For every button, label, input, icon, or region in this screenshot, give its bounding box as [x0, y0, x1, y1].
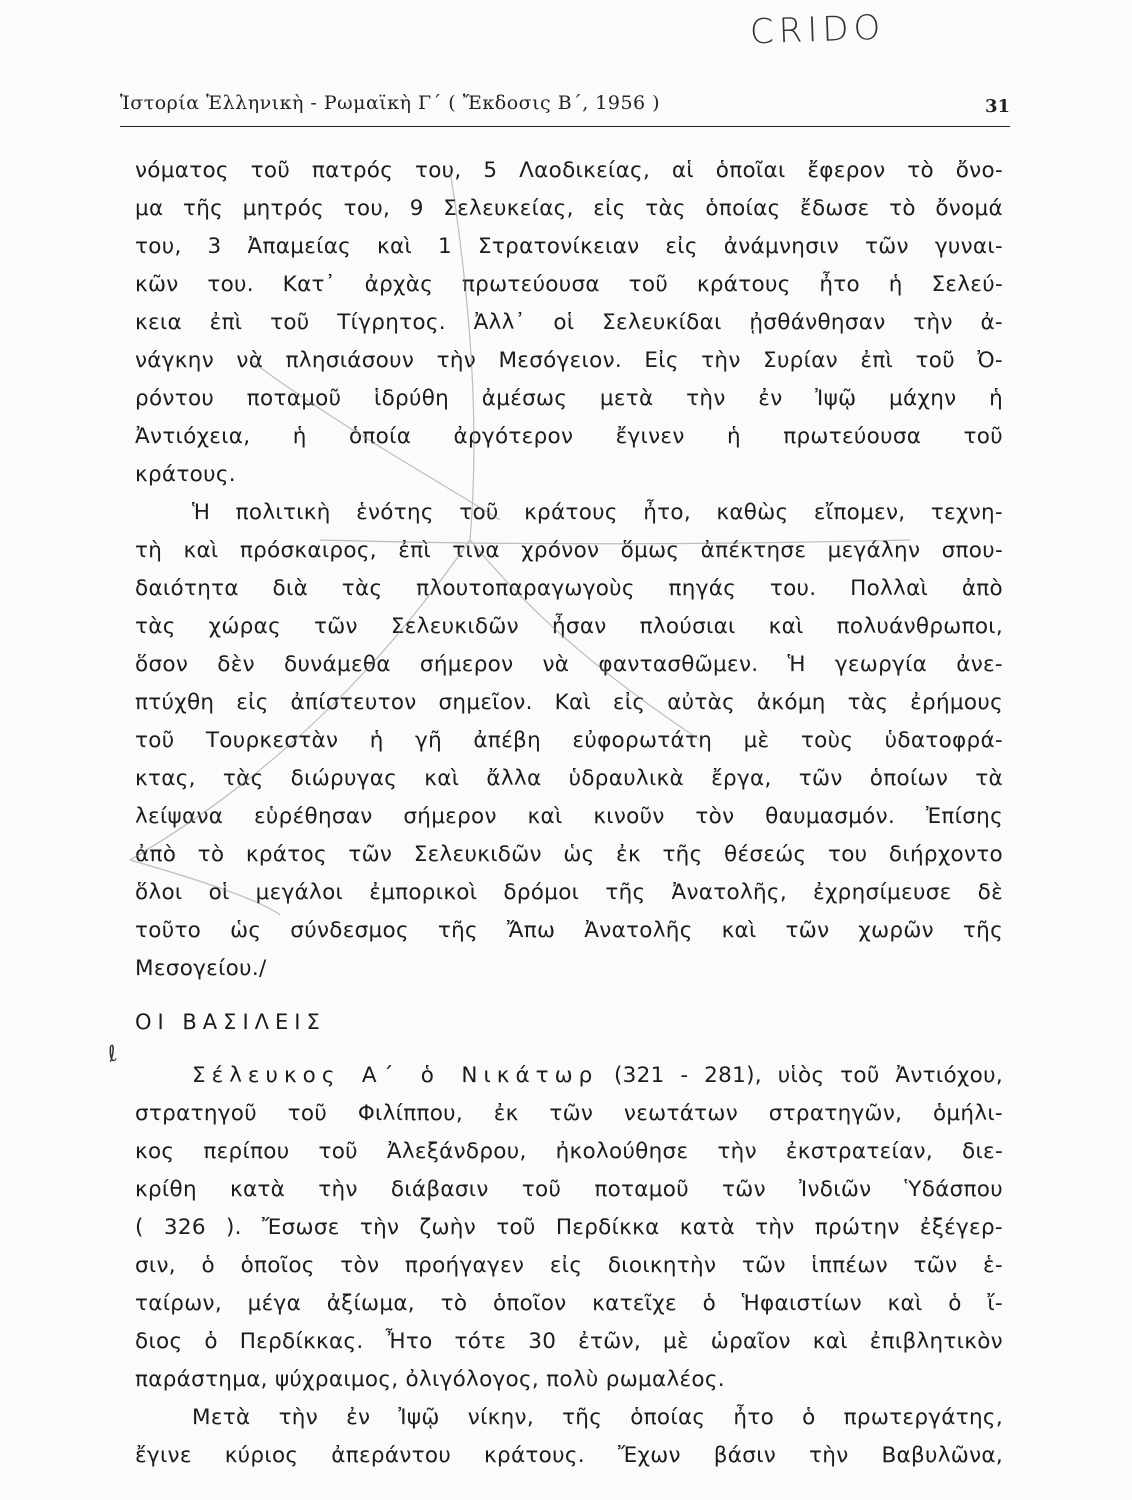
text-line: Μετὰ τὴν ἐν Ἰψῷ νίκην, τῆς ὁποίας ἦτο ὁ πρωτεργάτης, — [192, 1405, 1003, 1430]
text-line: μα τῆς μητρός του, 9 Σελευκείας, εἰς τὰς ὁποίας ἔδωσε τὸ ὄνομά — [135, 196, 1003, 221]
running-title: Ἱστορία Ἑλληνικὴ - Ρωμαϊκὴ Γ΄ ( Ἔκδοσις Β΄, 1956 ) — [120, 92, 661, 114]
text-line: ( 326 ). Ἔσωσε τὴν ζωὴν τοῦ Περδίκκα κατὰ τὴν πρώτην ἐξέγερ- — [135, 1215, 1003, 1240]
text-line: ρόντου ποταμοῦ ἱδρύθη ἀμέσως μετὰ τὴν ἐν Ἰψῷ μάχην ἡ — [135, 386, 1003, 411]
text-line: ὅσον δὲν δυνάμεθα σήμερον νὰ φαντασθῶμεν. Ἡ γεωργία ἀνε- — [135, 652, 1003, 677]
text-line: ὅλοι οἱ μεγάλοι ἐμπορικοὶ δρόμοι τῆς Ἀνατολῆς, ἐχρησίμευσε δὲ — [135, 880, 1003, 905]
text-line: λείψανα εὑρέθησαν σήμερον καὶ κινοῦν τὸν θαυμασμόν. Ἐπίσης — [135, 804, 1003, 829]
text-line: Ἡ πολιτικὴ ἑνότης τοῦ κράτους ἦτο, καθὼς εἴπομεν, τεχνη- — [192, 500, 1003, 525]
text-line: σιν, ὁ ὁποῖος τὸν προήγαγεν εἰς διοικητὴν τῶν ἱππέων τῶν ἑ- — [135, 1253, 1003, 1278]
running-head — [120, 92, 1010, 127]
text-line — [192, 1062, 1003, 1090]
text-line: διος ὁ Περδίκκας. Ἦτο τότε 30 ἐτῶν, μὲ ὡραῖον καὶ ἐπιβλητικὸν — [135, 1329, 1003, 1354]
text-line: ταίρων, μέγα ἀξίωμα, τὸ ὁποῖον κατεῖχε ὁ Ἡφαιστίων καὶ ὁ ἴ- — [135, 1291, 1003, 1316]
text-line: κος περίπου τοῦ Ἀλεξάνδρου, ἠκολούθησε τὴν ἐκστρατείαν, διε- — [135, 1139, 1003, 1164]
margin-mark: ℓ — [104, 1041, 121, 1068]
text-line: κρίθη κατὰ τὴν διάβασιν τοῦ ποταμοῦ τῶν Ἰνδιῶν Ὑδάσπου — [135, 1177, 1003, 1202]
text-line: παράστημα, ψύχραιμος, ὀλιγόλογος, πολὺ ρωμαλέος. — [135, 1367, 725, 1392]
text-line: τοῦ Τουρκεστὰν ἡ γῆ ἀπέβη εὐφορωτάτη μὲ τοὺς ὑδατοφρά- — [135, 728, 1003, 753]
text-line: του, 3 Ἀπαμείας καὶ 1 Στρατονίκειαν εἰς ἀνάμνησιν τῶν γυναι- — [135, 234, 1003, 259]
text-line: νόματος τοῦ πατρός του, 5 Λαοδικείας, αἱ ὁποῖαι ἔφερον τὸ ὄνο- — [135, 158, 1003, 183]
text-line: τὴ καὶ πρόσκαιρος, ἐπὶ τινα χρόνον ὅμως ἀπέκτησε μεγάλην σπου- — [135, 538, 1003, 563]
section-heading: ΟΙ ΒΑΣΙΛΕΙΣ — [135, 1010, 326, 1034]
text-line: κτας, τὰς διώρυγας καὶ ἄλλα ὑδραυλικὰ ἔργα, τῶν ὁποίων τὰ — [135, 766, 1003, 791]
text-line: ἀπὸ τὸ κράτος τῶν Σελευκιδῶν ὡς ἐκ τῆς θέσεώς του διήρχοντο — [135, 842, 1003, 867]
text-line: πτύχθη εἰς ἀπίστευτον σημεῖον. Καὶ εἰς αὐτὰς ἀκόμη τὰς ἐρήμους — [135, 690, 1003, 715]
text-line: τὰς χώρας τῶν Σελευκιδῶν ἦσαν πλούσιαι καὶ πολυάνθρωποι, — [135, 614, 1003, 639]
text-line: κεια ἐπὶ τοῦ Τίγρητος. Ἀλλ᾿ οἱ Σελευκίδαι ᾐσθάνθησαν τὴν ἀ- — [135, 310, 1003, 335]
page-number: 31 — [984, 96, 1010, 117]
text-line: Μεσογείου./ — [135, 956, 267, 981]
handwritten-note: CRIDO — [749, 7, 887, 53]
text-line: τοῦτο ὡς σύνδεσμος τῆς Ἄπω Ἀνατολῆς καὶ τῶν χωρῶν τῆς — [135, 918, 1003, 943]
text-line: Ἀντιόχεια, ἡ ὁποία ἀργότερον ἔγινεν ἡ πρωτεύουσα τοῦ — [135, 424, 1003, 449]
text-line: ἔγινε κύριος ἀπεράντου κράτους. Ἔχων βάσιν τὴν Βαβυλῶνα, — [135, 1443, 1003, 1468]
text-line: νάγκην νὰ πλησιάσουν τὴν Μεσόγειον. Εἰς τὴν Συρίαν ἐπὶ τοῦ Ὀ- — [135, 348, 1003, 373]
text-line: κράτους. — [135, 462, 236, 487]
king-dates: (321 - 281), υἱὸς τοῦ Ἀντιόχου, — [613, 1063, 1003, 1088]
king-name: Σέλευκος Α΄ ὁ Νικάτωρ — [192, 1063, 599, 1088]
text-line: στρατηγοῦ τοῦ Φιλίππου, ἐκ τῶν νεωτάτων στρατηγῶν, ὁμήλι- — [135, 1101, 1003, 1126]
text-line: δαιότητα διὰ τὰς πλουτοπαραγωγοὺς πηγάς του. Πολλαὶ ἀπὸ — [135, 576, 1003, 601]
text-line: κῶν του. Κατ᾿ ἀρχὰς πρωτεύουσα τοῦ κράτους ἦτο ἡ Σελεύ- — [135, 272, 1003, 297]
